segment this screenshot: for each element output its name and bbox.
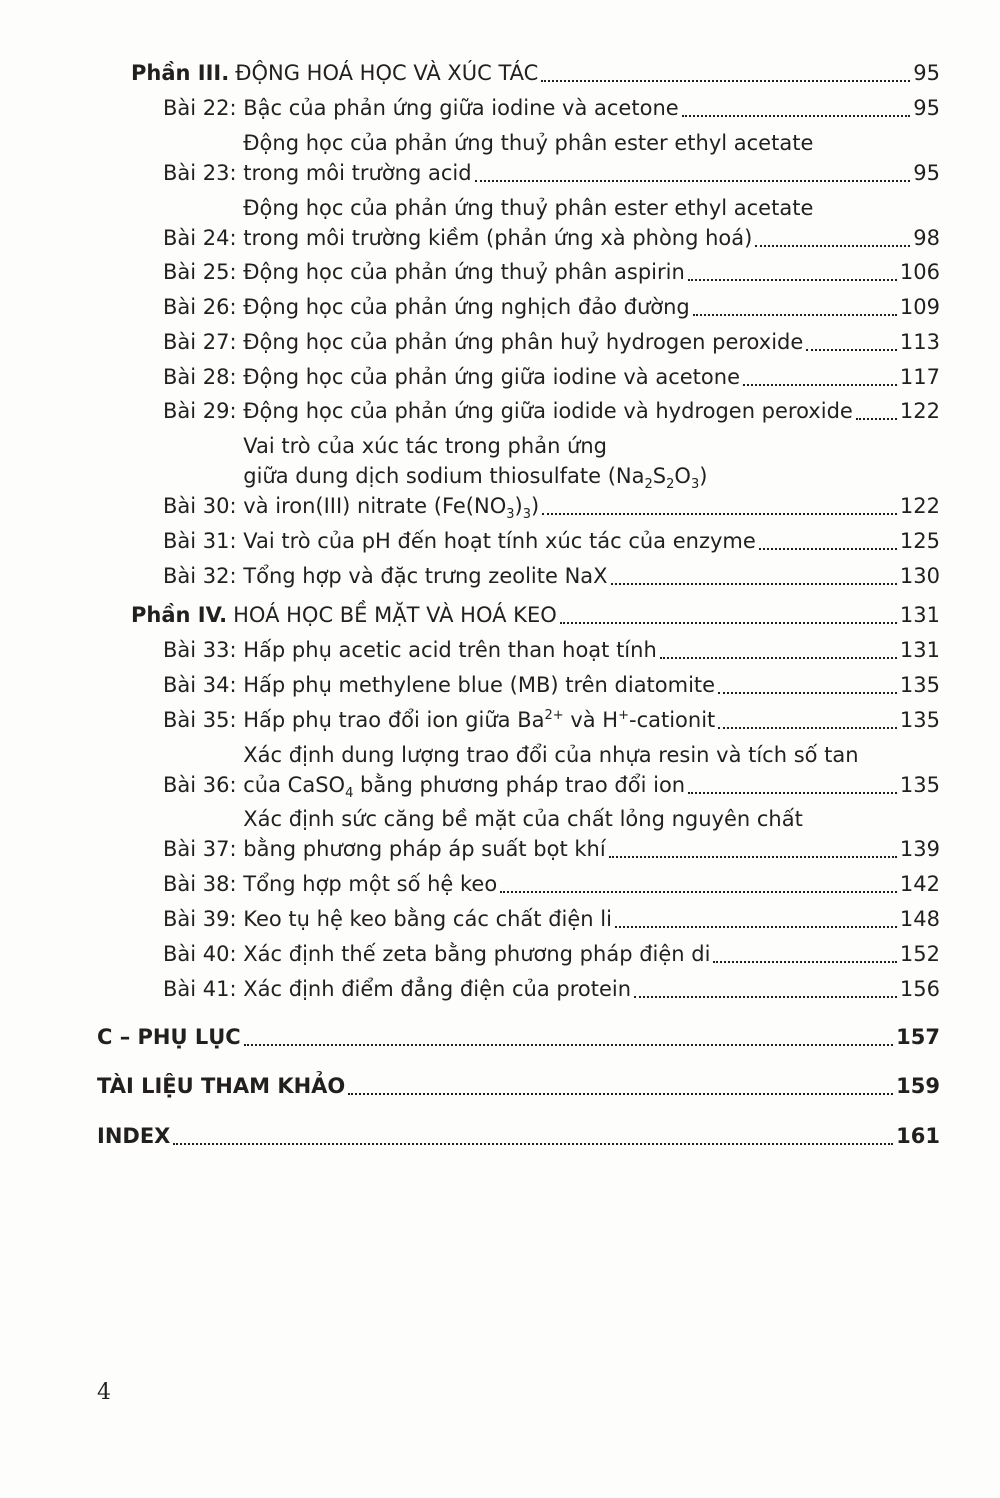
lesson-title-cont: của CaSO$_4$ bằng phương pháp trao đổi ion: [243, 773, 686, 802]
toc-lesson-25[interactable]: [163, 257, 940, 287]
leader-dots: [682, 115, 911, 117]
toc-lesson-41[interactable]: [163, 974, 940, 1004]
page-ref: 135: [899, 773, 940, 797]
toc-index[interactable]: [97, 1121, 940, 1151]
page-ref: 95: [913, 61, 940, 85]
lesson-number: Bài 39:: [163, 907, 244, 931]
lesson-number: Bài 28:: [163, 365, 244, 389]
leader-dots: [560, 622, 897, 624]
lesson-title: Động học của phản ứng giữa iodide và hydrogen peroxide: [243, 399, 853, 423]
page-ref: 113: [899, 330, 940, 354]
leader-dots: [615, 926, 897, 928]
lesson-title: Hấp phụ acetic acid trên than hoạt tính: [243, 638, 657, 662]
page-ref: 161: [896, 1124, 940, 1148]
lesson-number: Bài 26:: [163, 295, 244, 319]
toc-part-3[interactable]: [131, 58, 940, 88]
lesson-number: Bài 34:: [163, 673, 244, 697]
toc-lesson-28[interactable]: [163, 362, 940, 392]
lesson-number: Bài 33:: [163, 638, 244, 662]
lesson-title: Tổng hợp một số hệ keo: [243, 872, 498, 896]
leader-dots: [611, 583, 897, 585]
page-number: 4: [97, 1380, 111, 1405]
lesson-title: Vai trò của xúc tác trong phản ứng: [243, 434, 608, 458]
lesson-title: Vai trò của pH đến hoạt tính xúc tác của enzyme: [243, 529, 756, 553]
lesson-title: Động học của phản ứng nghịch đảo đường: [243, 295, 690, 319]
lesson-number: Bài 36:: [163, 773, 244, 797]
lesson-number: Bài 37:: [163, 837, 244, 861]
lesson-title-cont: trong môi trường kiềm (phản ứng xà phòng hoá): [243, 226, 753, 250]
toc-lesson-37[interactable]: [163, 804, 940, 864]
toc-lesson-40[interactable]: [163, 939, 940, 969]
toc-references[interactable]: [97, 1071, 940, 1101]
toc-lesson-31[interactable]: [163, 526, 940, 556]
leader-dots: [713, 961, 896, 963]
page-ref: 139: [899, 837, 940, 861]
page-ref: 157: [896, 1025, 940, 1049]
lesson-number: Bài 40:: [163, 942, 244, 966]
toc-lesson-23[interactable]: [163, 128, 940, 188]
page-ref: 125: [899, 529, 940, 553]
page-ref: 142: [899, 872, 940, 896]
leader-dots: [688, 279, 897, 281]
lesson-number: Bài 38:: [163, 872, 244, 896]
toc-lesson-22[interactable]: [163, 93, 940, 123]
page-ref: 135: [899, 708, 940, 732]
toc-lesson-30[interactable]: [163, 431, 940, 521]
lesson-number: Bài 31:: [163, 529, 244, 553]
leader-dots: [693, 314, 897, 316]
lesson-number: Bài 35:: [163, 708, 244, 732]
lesson-title-cont: bằng phương pháp áp suất bọt khí: [243, 837, 606, 861]
lesson-title: Hấp phụ methylene blue (MB) trên diatomite: [243, 673, 716, 697]
lesson-title: Xác định dung lượng trao đổi của nhựa resin và tích số tan: [243, 743, 859, 767]
toc-appendix[interactable]: [97, 1022, 940, 1052]
lesson-number: Bài 23:: [163, 161, 244, 185]
page-ref: 95: [913, 96, 940, 120]
lesson-title: Động học của phản ứng thuỷ phân ester ethyl acetate: [243, 131, 814, 155]
page-ref: 122: [899, 494, 940, 518]
lesson-title: Keo tụ hệ keo bằng các chất điện li: [243, 907, 612, 931]
lesson-title-cont: giữa dung dịch sodium thiosulfate $(Na_2S_2O_3)$: [243, 464, 708, 493]
lesson-title: Xác định thế zeta bằng phương pháp điện di: [243, 942, 711, 966]
toc-part-4[interactable]: [131, 600, 940, 630]
lesson-number: Bài 27:: [163, 330, 244, 354]
lesson-title: Động học của phản ứng giữa iodine và acetone: [243, 365, 740, 389]
page-ref: 135: [899, 673, 940, 697]
leader-dots: [173, 1143, 893, 1145]
leader-dots: [244, 1044, 893, 1046]
part-label: Phần III.: [131, 61, 230, 85]
leader-dots: [634, 996, 897, 998]
page-ref: 109: [899, 295, 940, 319]
leader-dots: [660, 657, 897, 659]
toc-lesson-33[interactable]: [163, 635, 940, 665]
toc-lesson-32[interactable]: [163, 561, 940, 591]
leader-dots: [609, 856, 897, 858]
lesson-title: Động học của phản ứng phân huỷ hydrogen peroxide: [243, 330, 804, 354]
leader-dots: [743, 384, 897, 386]
part-label: Phần IV.: [131, 603, 228, 627]
leader-dots: [759, 548, 897, 550]
leader-dots: [541, 80, 910, 82]
toc-lesson-38[interactable]: [163, 869, 940, 899]
part-title: HOÁ HỌC BỀ MẶT VÀ HOÁ KEO: [233, 603, 557, 627]
lesson-title: Xác định điểm đẳng điện của protein: [243, 977, 632, 1001]
leader-dots: [348, 1093, 893, 1095]
lesson-title: Tổng hợp và đặc trưng zeolite NaX: [243, 564, 608, 588]
page-ref: 152: [899, 942, 940, 966]
lesson-title: Động học của phản ứng thuỷ phân aspirin: [243, 260, 685, 284]
page-ref: 117: [899, 365, 940, 389]
section-title: INDEX: [97, 1124, 171, 1148]
page-ref: 159: [896, 1074, 940, 1098]
toc-lesson-29[interactable]: [163, 396, 940, 426]
leader-dots: [500, 891, 897, 893]
page-ref: 130: [899, 564, 940, 588]
lesson-number: Bài 25:: [163, 260, 244, 284]
page-ref: 98: [913, 226, 940, 250]
page-ref: 156: [899, 977, 940, 1001]
part-title: ĐỘNG HOÁ HỌC VÀ XÚC TÁC: [235, 61, 539, 85]
toc-lesson-24[interactable]: [163, 193, 940, 253]
leader-dots: [718, 692, 897, 694]
page-ref: 148: [899, 907, 940, 931]
page-ref: 106: [899, 260, 940, 284]
section-title: TÀI LIỆU THAM KHẢO: [97, 1074, 346, 1098]
toc-lesson-27[interactable]: [163, 327, 940, 357]
lesson-number: Bài 29:: [163, 399, 244, 423]
lesson-title-cont: và iron(III) nitrate $(Fe(NO_3)_3)$: [243, 494, 540, 523]
lesson-title: Xác định sức căng bề mặt của chất lỏng nguyên chất: [243, 807, 803, 831]
lesson-number: Bài 30:: [163, 494, 244, 518]
lesson-number: Bài 32:: [163, 564, 244, 588]
page-ref: 122: [899, 399, 940, 423]
leader-dots: [475, 180, 911, 182]
leader-dots: [542, 513, 897, 515]
toc-lesson-39[interactable]: [163, 904, 940, 934]
lesson-number: Bài 22:: [163, 96, 244, 120]
section-title: C – PHỤ LỤC: [97, 1025, 241, 1049]
leader-dots: [755, 245, 910, 247]
leader-dots: [688, 792, 897, 794]
page-ref: 131: [899, 603, 940, 627]
toc-lesson-34[interactable]: [163, 670, 940, 700]
page-ref: 95: [913, 161, 940, 185]
toc-lesson-26[interactable]: [163, 292, 940, 322]
lesson-title: Hấp phụ trao đổi ion giữa $Ba^{2+}$ và H+-cationit: [243, 708, 716, 732]
lesson-title: Động học của phản ứng thuỷ phân ester ethyl acetate: [243, 196, 814, 220]
lesson-title-cont: trong môi trường acid: [243, 161, 472, 185]
leader-dots: [806, 349, 897, 351]
lesson-title: Bậc của phản ứng giữa iodine và acetone: [243, 96, 679, 120]
toc-lesson-36[interactable]: [163, 740, 940, 800]
toc-lesson-35[interactable]: [163, 705, 940, 735]
leader-dots: [856, 418, 897, 420]
leader-dots: [718, 727, 897, 729]
lesson-number: Bài 24:: [163, 226, 244, 250]
lesson-number: Bài 41:: [163, 977, 244, 1001]
page-ref: 131: [899, 638, 940, 662]
